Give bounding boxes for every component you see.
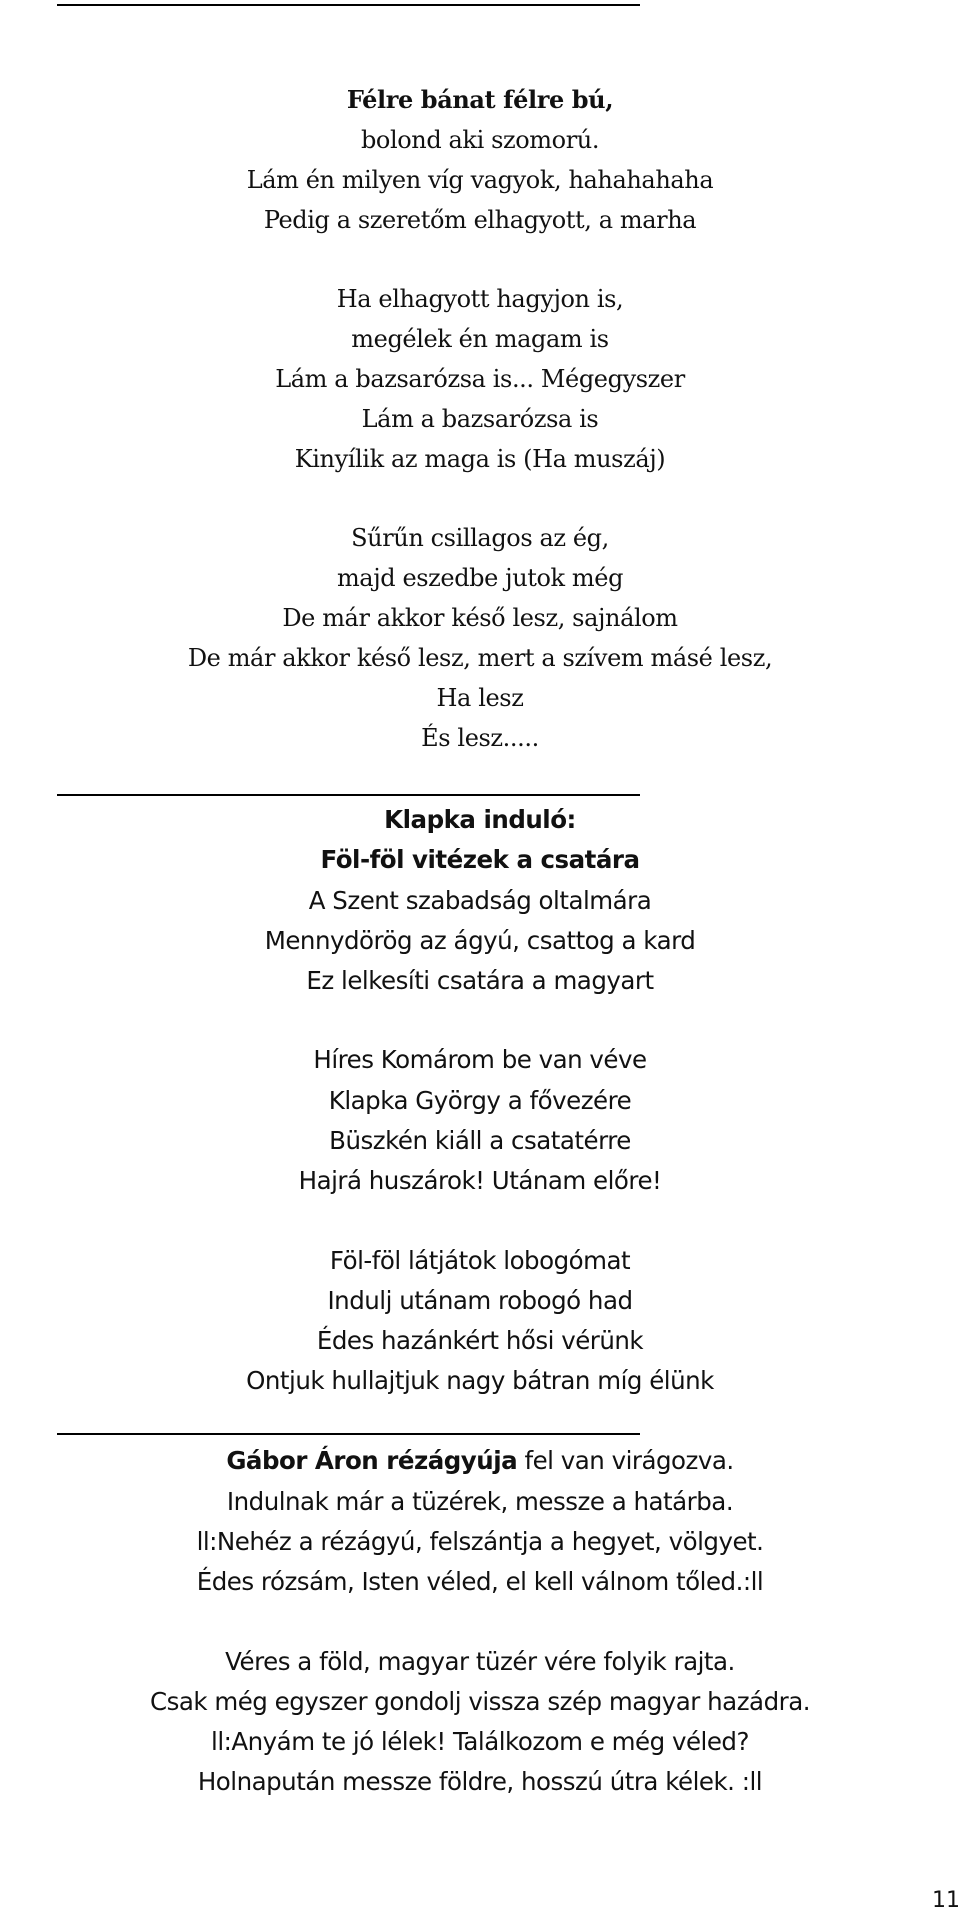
verse-line: majd eszedbe jutok még	[336, 564, 624, 592]
verse-line: De már akkor késő lesz, mert a szívem másé lesz,	[187, 644, 773, 672]
verse-line: Csak még egyszer gondolj vissza szép magyar hazádra.	[149, 1687, 810, 1716]
top-rule	[57, 4, 640, 6]
verse-line: De már akkor késő lesz, sajnálom	[282, 604, 678, 632]
verse-line: Föl-föl látjátok lobogómat	[329, 1246, 631, 1275]
verse-line: Holnapután messze földre, hosszú útra kélek. :ll	[197, 1767, 763, 1796]
verse-line: ll:Nehéz a rézágyú, felszántja a hegyet, völgyet.	[196, 1527, 764, 1556]
verse-line: Büszkén kiáll a csatatérre	[329, 1126, 631, 1155]
song-title: Klapka induló:	[384, 805, 576, 834]
verse-line: bolond aki szomorú.	[360, 126, 600, 154]
verse-line: Ha lesz	[436, 684, 524, 712]
verse-line: Lám a bazsarózsa is... Mégegyszer	[275, 365, 685, 393]
verse-line: Klapka György a fővezére	[328, 1086, 632, 1115]
verse-line: Pedig a szeretőm elhagyott, a marha	[263, 206, 697, 234]
verse-line: És lesz.....	[421, 724, 539, 752]
verse-line: Lám a bazsarózsa is	[361, 405, 599, 433]
verse-line: Félre bánat félre bú,	[346, 85, 614, 114]
verse-line: Édes hazánkért hősi vérünk	[316, 1326, 644, 1355]
page-number: 11	[932, 1888, 960, 1913]
verse-line: Véres a föld, magyar tüzér vére folyik rajta.	[225, 1647, 735, 1676]
verse-line: Édes rózsám, Isten véled, el kell válnom tőled.:ll	[196, 1567, 764, 1596]
verse-line: Ontjuk hullajtjuk nagy bátran míg élünk	[246, 1366, 714, 1395]
verse-line: Sűrűn csillagos az ég,	[351, 524, 609, 552]
verse-line: ll:Anyám te jó lélek! Találkozom e még véled?	[211, 1727, 749, 1756]
song-title-line	[0, 1441, 960, 1481]
verse-line: Ez lelkesíti csatára a magyart	[306, 966, 654, 995]
section-divider	[57, 1433, 640, 1435]
verse-line: megélek én magam is	[351, 325, 609, 353]
verse-line: Indulnak már a tüzérek, messze a határba.	[226, 1487, 734, 1516]
verse-line: Kinyílik az maga is (Ha muszáj)	[294, 445, 666, 473]
song-title: Gábor Áron rézágyúja	[226, 1446, 518, 1475]
section-divider	[57, 794, 640, 796]
verse-line: Híres Komárom be van véve	[313, 1045, 647, 1074]
song-title-rest: fel van virágozva.	[517, 1446, 734, 1475]
verse-line: Mennydörög az ágyú, csattog a kard	[264, 926, 696, 955]
verse-line: Indulj utánam robogó had	[327, 1286, 633, 1315]
verse-line: Lám én milyen víg vagyok, hahahahaha	[246, 166, 714, 194]
verse-line: Föl-föl vitézek a csatára	[320, 845, 640, 874]
verse-line: Hajrá huszárok! Utánam előre!	[298, 1166, 662, 1195]
verse-line: A Szent szabadság oltalmára	[308, 886, 652, 915]
verse-line: Ha elhagyott hagyjon is,	[336, 285, 624, 313]
